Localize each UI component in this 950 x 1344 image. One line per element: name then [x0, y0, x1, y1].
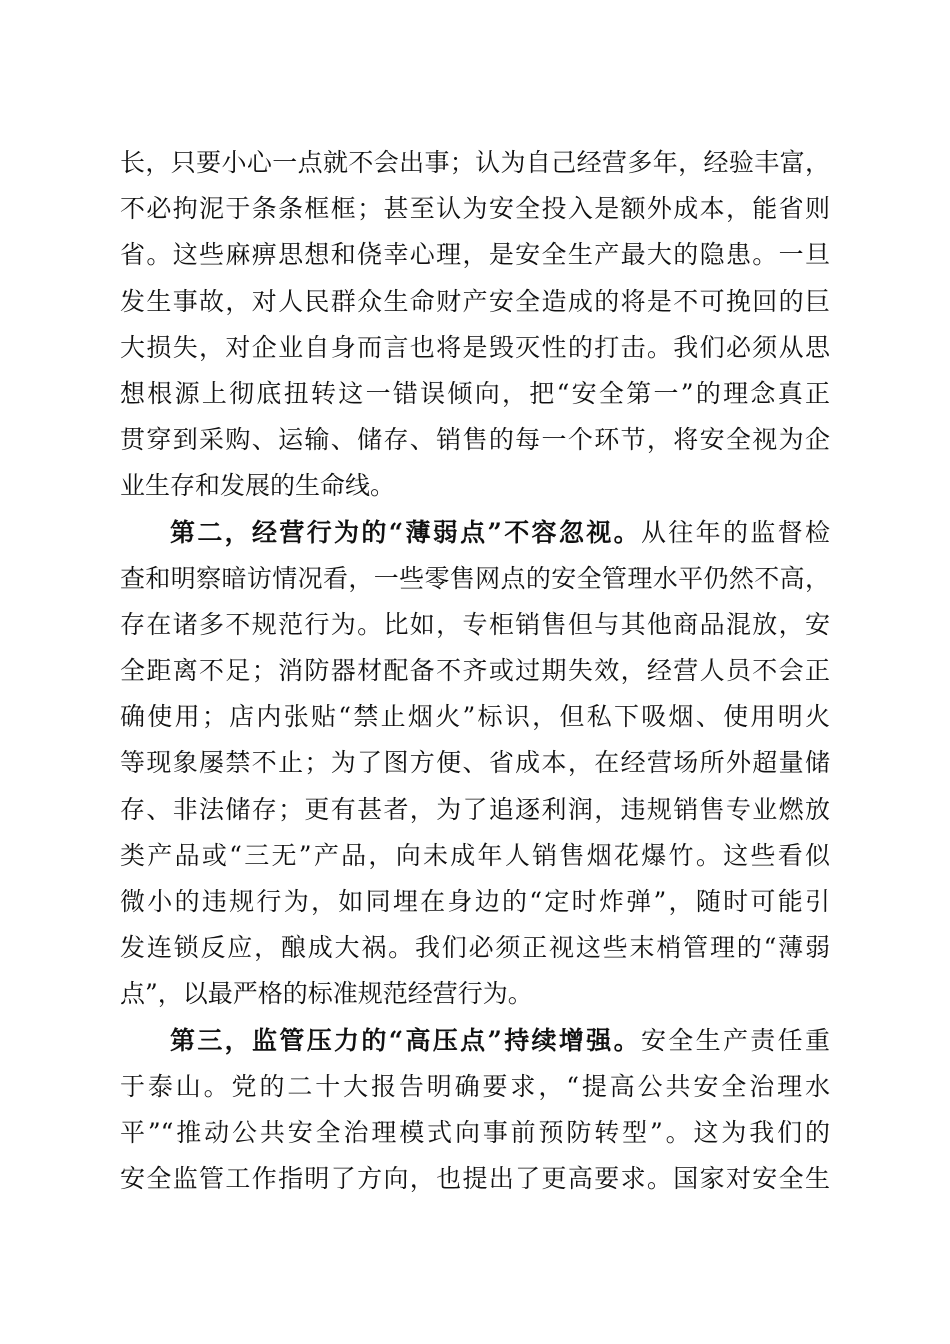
text-line: 发生事故，对人民群众生命财产安全造成的将是不可挽回的巨	[120, 286, 830, 316]
text-line: 类产品或“三无”产品，向未成年人销售烟花爆竹。这些看似	[120, 840, 830, 870]
text-line: 省。这些麻痹思想和侥幸心理，是安全生产最大的隐患。一旦	[120, 240, 830, 270]
text-line: 查和明察暗访情况看，一些零售网点的安全管理水平仍然不高，	[120, 563, 830, 593]
text-line: 全距离不足；消防器材配备不齐或过期失效，经营人员不会正	[120, 656, 830, 686]
text-line: 微小的违规行为，如同埋在身边的“定时炸弹”，随时可能引	[120, 887, 830, 916]
text-line: 不必拘泥于条条框框；甚至认为安全投入是额外成本，能省则	[120, 194, 830, 224]
text-line: 业生存和发展的生命线。	[120, 471, 396, 501]
heading-continuation: 从往年的监督检	[640, 517, 830, 547]
text-line: 安全监管工作指明了方向，也提出了更高要求。国家对安全生	[120, 1164, 830, 1194]
text-line	[120, 510, 830, 556]
text-line: 长，只要小心一点就不会出事；认为自己经营多年，经验丰富，	[120, 148, 830, 177]
text-line: 想根源上彻底扭转这一错误倾向，把“安全第一”的理念真正	[120, 378, 830, 408]
text-line: 点”，以最严格的标准规范经营行为。	[120, 979, 533, 1009]
paragraph-1	[120, 140, 830, 510]
document-page	[120, 140, 830, 1202]
text-line: 发连锁反应，酿成大祸。我们必须正视这些末梢管理的“薄弱	[120, 933, 830, 963]
paragraph-heading: 第三，监管压力的“高压点”持续增强。	[170, 1025, 641, 1055]
text-line	[120, 1018, 830, 1064]
text-line: 大损失，对企业自身而言也将是毁灭性的打击。我们必须从思	[120, 332, 830, 362]
text-line: 平”“推动公共安全治理模式向事前预防转型”。这为我们的	[120, 1117, 830, 1147]
text-line: 存在诸多不规范行为。比如，专柜销售但与其他商品混放，安	[120, 609, 830, 639]
text-line: 确使用；店内张贴“禁止烟火”标识，但私下吸烟、使用明火	[120, 702, 830, 732]
paragraph-2	[120, 510, 830, 1018]
paragraph-3	[120, 1018, 830, 1203]
heading-continuation: 安全生产责任重	[640, 1025, 830, 1055]
text-line: 存、非法储存；更有甚者，为了追逐利润，违规销售专业燃放	[120, 794, 830, 824]
paragraph-heading: 第二，经营行为的“薄弱点”不容忽视。	[170, 517, 641, 547]
text-line: 于泰山。党的二十大报告明确要求，“提高公共安全治理水	[120, 1071, 830, 1101]
text-line: 贯穿到采购、运输、储存、销售的每一个环节，将安全视为企	[120, 425, 830, 455]
text-line: 等现象屡禁不止；为了图方便、省成本，在经营场所外超量储	[120, 748, 830, 778]
